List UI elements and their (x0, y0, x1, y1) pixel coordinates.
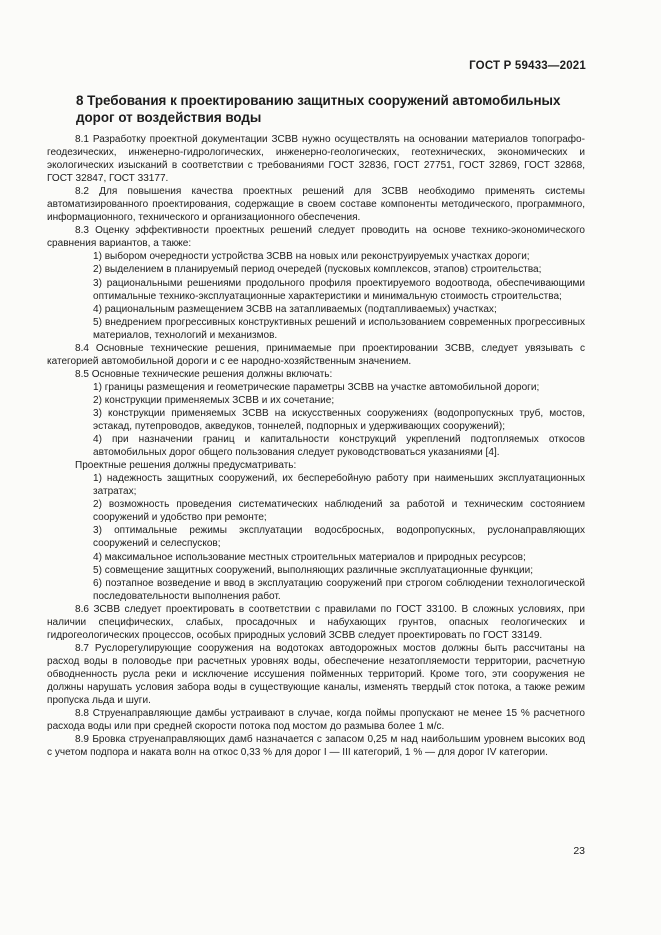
list-item: 1) границы размещения и геометрические параметры ЗСВВ на участке автомобильной дороги; (93, 381, 540, 393)
paragraph: 8.7 Руслорегулирующие сооружения на водотоках автодорожных мостов должны быть рассчитаны на расход воды в половодье при расчетных уровнях воды, обеспечение незатопляемости территории, расчетную обводненность русла реки и исключение иссушения пойменных территорий. Кроме того, эти сооружения не должны нарушать условия забора воды в существующие каналы, изменять твердый сток потока, а также режим пропуска льда и шуги. (47, 642, 585, 707)
paragraph: 8.9 Бровка струенаправляющих дамб назначается с запасом 0,25 м над наибольшим уровнем высоких вод с учетом подпора и наката волн на откос 0,33 % для дорог I — III категорий, 1 % — для дорог IV категории. (47, 734, 585, 759)
list-item: 5) внедрением прогрессивных конструктивных решений и использованием современных прогрессивных материалов, технологий и механизмов. (93, 316, 585, 341)
list-item: 4) рациональным размещением ЗСВВ на затапливаемых (подтапливаемых) участках; (93, 303, 497, 315)
paragraph: 8.8 Струенаправляющие дамбы устраивают в случае, когда поймы пропускают не менее 15 % расчетного расхода воды или при средней скорости потока под мостом до размыва более 1 м/с. (47, 708, 585, 733)
paragraph: 8.2 Для повышения качества проектных решений для ЗСВВ необходимо применять системы автоматизированного проектирования, содержащие в своем составе компоненты методического, программного, информационного, технического и организационного обеспечения. (47, 186, 585, 224)
list-item: 1) надежность защитных сооружений, их бесперебойную работу при наименьших эксплуатационных затратах; (93, 473, 585, 498)
list-item: 6) поэтапное возведение и ввод в эксплуатацию сооружений при строгом соблюдении технологической последовательности выполнения работ. (93, 577, 585, 602)
list-item: 3) конструкции применяемых ЗСВВ на искусственных сооружениях (водопропускных труб, мостов, эстакад, путепроводов, акведуков, тоннелей, подпорных и удерживающих сооружений); (93, 407, 585, 433)
list-item: 2) выделением в планируемый период очередей (пусковых комплексов, этапов) строительства; (93, 264, 542, 276)
paragraph: 8.1 Разработку проектной документации ЗСВВ нужно осуществлять на основании материалов топографо-геодезических, инженерно-гидрологических, инженерно-геологических, геотехнических, экономических и экологических изысканий в соответствии с требованиями ГОСТ 32836, ГОСТ 27751, ГОСТ 32869, ГОСТ 32868, ГОСТ 32847, ГОСТ 33177. (47, 134, 585, 185)
paragraph: Проектные решения должны предусматривать: (75, 460, 297, 472)
list-item: 5) совмещение защитных сооружений, выполняющих различные эксплуатационные функции; (93, 564, 534, 576)
list-item: 1) выбором очередности устройства ЗСВВ на новых или реконструируемых участках дороги; (93, 251, 530, 263)
paragraph: 8.3 Оценку эффективности проектных решений следует проводить на основе технико-экономического сравнения вариантов, а также: (47, 225, 585, 250)
paragraph: 8.4 Основные технические решения, принимаемые при проектировании ЗСВВ, следует увязывать с категорией автомобильной дороги и с ее народно-хозяйственным значением. (47, 342, 585, 367)
list-item: 4) максимальное использование местных строительных материалов и природных ресурсов; (93, 551, 526, 563)
list-item: 3) оптимальные режимы эксплуатации водосбросных, водопропускных, руслонаправляющих сооружений и селеспусков; (93, 525, 585, 550)
list-item: 3) рациональными решениями продольного профиля проектируемого водоотвода, обеспечивающими оптимальные технико-эксплуатационные характеристики и минимальную стоимость строительства; (93, 277, 585, 302)
paragraph: 8.5 Основные технические решения должны включать: (75, 368, 333, 380)
section-body (47, 133, 585, 759)
list-item: 4) при назначении границ и капитальности конструкций укреплений подтопляемых откосов автомобильных дорог общего пользования следует руководствоваться указаниями [4]. (93, 434, 585, 459)
list-item: 2) конструкции применяемых ЗСВВ и их сочетание; (93, 394, 335, 406)
section-title: 8 Требования к проектированию защитных сооружений автомобильных дорог от воздействия воды (76, 93, 561, 125)
standard-designation: ГОСТ Р 59433—2021 (469, 60, 586, 72)
list-item: 2) возможность проведения систематических наблюдений за работой и техническим состоянием сооружений и удобство при ремонте; (93, 499, 585, 524)
page-number: 23 (573, 845, 585, 857)
paragraph: 8.6 ЗСВВ следует проектировать в соответствии с правилами по ГОСТ 33100. В сложных условиях, при наличии специфических, слабых, просадочных и набухающих грунтов, опасных геологических и гидрогеологических процессов, особых природных условий ЗСВВ следует проектировать по ГОСТ 33149. (47, 603, 585, 641)
